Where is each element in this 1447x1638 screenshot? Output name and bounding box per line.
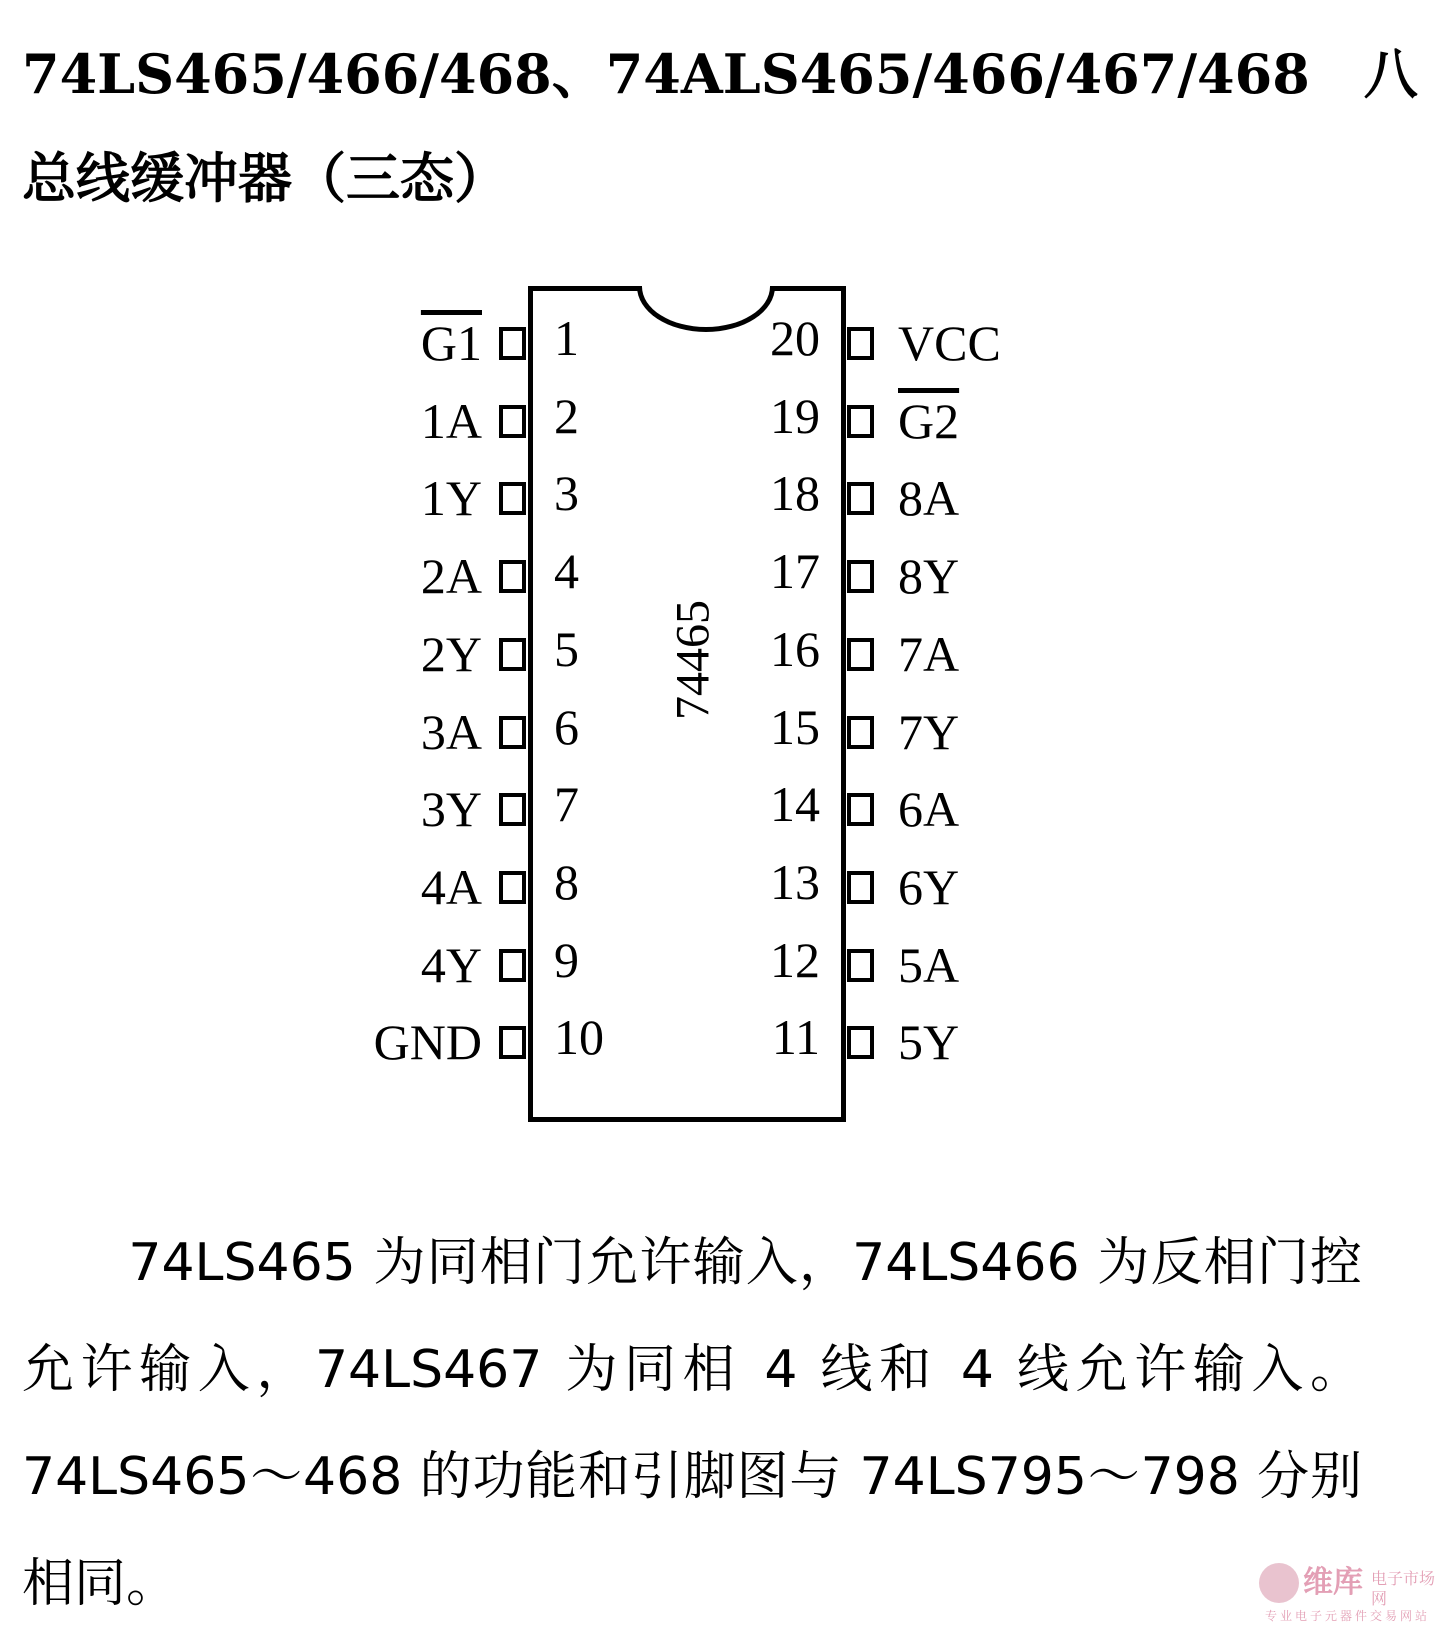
page-title: 74LS465/466/468、74ALS465/466/467/468 八总线缓冲器（三态）	[22, 42, 1418, 210]
chip-label: 74465	[666, 600, 720, 720]
pin-12-name: 5A	[898, 936, 960, 993]
pin-19-number: 19	[770, 387, 820, 444]
watermark-tagline: 专业电子元器件交易网站	[1265, 1609, 1431, 1623]
pin-2-name: 1A	[420, 392, 482, 449]
pin-1-number: 1	[554, 310, 579, 366]
pin-4-name: 2A	[420, 548, 482, 605]
pin-18-name: 8A	[898, 470, 960, 527]
pin-14-number: 14	[770, 776, 820, 833]
pin-15-name: 7Y	[898, 703, 960, 760]
pin-17-number: 17	[770, 543, 820, 600]
pin-19-pad	[847, 405, 874, 438]
pin-11-name: 5Y	[898, 1014, 960, 1071]
pin-3-pad	[499, 482, 526, 515]
pin-1-name: G1	[420, 315, 482, 371]
pin-15-number: 15	[770, 698, 820, 755]
pin-7-name: 3Y	[420, 781, 482, 838]
pin-18-pad	[847, 482, 874, 515]
pin-13-pad	[847, 871, 874, 904]
description-paragraph: 74LS465 为同相门允许输入，74LS466 为反相门控允许输入，74LS467 为同相 4 线和 4 线允许输入。74LS465～468 的功能和引脚图与 74LS795～798 分别相同。	[22, 1233, 1362, 1614]
pin-10-name: GND	[373, 1014, 482, 1071]
pin-9-name: 4Y	[420, 936, 482, 993]
pin-20-name: VCC	[898, 315, 1001, 371]
pin-9-number: 9	[554, 931, 579, 988]
pin-1-pad	[499, 327, 526, 360]
pin-6-pad	[499, 716, 526, 749]
watermark-subtitle: 电子市场网	[1371, 1569, 1436, 1608]
pin-10-number: 10	[554, 1009, 604, 1066]
pin-5-name: 2Y	[420, 625, 482, 682]
pin-2-number: 2	[554, 387, 579, 444]
pin-6-name: 3A	[420, 703, 482, 760]
pin-13-name: 6Y	[898, 858, 960, 915]
site-watermark	[1259, 1563, 1439, 1627]
pin-20-pad	[847, 327, 874, 360]
pin-5-pad	[499, 638, 526, 671]
pin-6-number: 6	[554, 698, 579, 755]
pin-16-number: 16	[770, 620, 820, 677]
pin-7-pad	[499, 793, 526, 826]
pin-17-pad	[847, 560, 874, 593]
pin-10-pad	[499, 1026, 526, 1059]
watermark-logo-icon	[1259, 1563, 1299, 1603]
pin-7-number: 7	[554, 776, 579, 833]
pin-15-pad	[847, 716, 874, 749]
pin-19-name: G2	[898, 392, 960, 449]
pin-8-number: 8	[554, 853, 579, 910]
pin-8-pad	[499, 871, 526, 904]
pin-11-number: 11	[771, 1009, 820, 1066]
pin-8-name: 4A	[420, 858, 482, 915]
pin-4-pad	[499, 560, 526, 593]
watermark-name: 维库	[1303, 1565, 1363, 1600]
pin-11-pad	[847, 1026, 874, 1059]
pin-13-number: 13	[770, 853, 820, 910]
pin-16-name: 7A	[898, 625, 960, 682]
pin-9-pad	[499, 949, 526, 982]
pin-4-number: 4	[554, 543, 579, 600]
pin-12-pad	[847, 949, 874, 982]
pin-14-pad	[847, 793, 874, 826]
pin-5-number: 5	[554, 620, 579, 677]
pin-16-pad	[847, 638, 874, 671]
pin-3-number: 3	[554, 465, 579, 522]
pin-14-name: 6A	[898, 781, 960, 838]
pin-18-number: 18	[770, 465, 820, 522]
pin-3-name: 1Y	[420, 470, 482, 527]
pin-17-name: 8Y	[898, 548, 960, 605]
pin-20-number: 20	[770, 310, 820, 366]
pin-12-number: 12	[770, 931, 820, 988]
pin-2-pad	[499, 405, 526, 438]
